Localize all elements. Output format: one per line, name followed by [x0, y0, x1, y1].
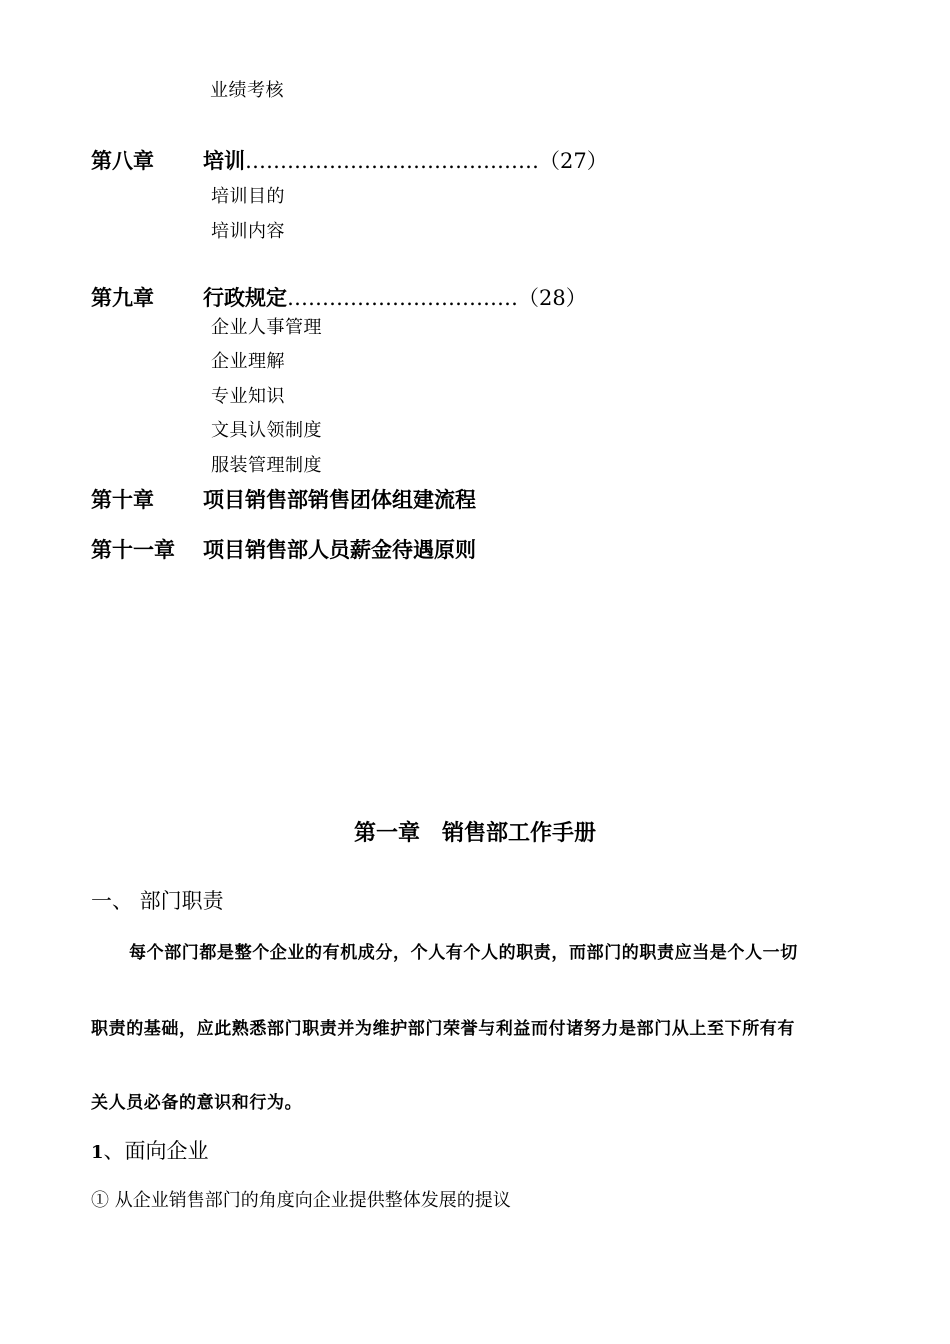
toc-page-number: （27） [539, 149, 608, 173]
toc-entry-training [203, 145, 608, 175]
subsection-number: 1 [91, 1142, 104, 1163]
toc-page-number: （28） [518, 286, 587, 310]
chapter-title: 第一章 销售部工作手册 [353, 820, 596, 846]
toc-subitem: 培训内容 [211, 221, 285, 242]
subsection-title: 、面向企业 [103, 1139, 209, 1163]
toc-chapter-label: 第十一章 [91, 537, 175, 562]
toc-chapter-label: 第八章 [91, 148, 154, 173]
toc-subitem: 服装管理制度 [211, 455, 322, 476]
toc-leader-dots: …………………………………… [245, 149, 539, 173]
toc-subitem: 业绩考核 [210, 80, 284, 101]
toc-subitem: 企业理解 [211, 351, 285, 372]
paragraph-line: 每个部门都是整个企业的有机成分，个人有个人的职责，而部门的职责应当是个人一切 [129, 943, 798, 963]
toc-subitem: 企业人事管理 [211, 317, 322, 338]
toc-entry-title: 项目销售部销售团体组建流程 [203, 487, 476, 512]
toc-chapter-label: 第十章 [91, 487, 154, 512]
toc-subitem: 文具认领制度 [211, 420, 322, 441]
toc-leader-dots: …………………………… [287, 286, 518, 310]
toc-chapter-label: 第九章 [91, 285, 154, 310]
subsection-heading [91, 1135, 209, 1165]
toc-subitem: 培训目的 [211, 186, 285, 207]
toc-entry-title: 项目销售部人员薪金待遇原则 [203, 537, 476, 562]
toc-entry-title: 行政规定 [203, 285, 287, 310]
toc-entry-title: 培训 [203, 148, 245, 173]
paragraph-line: 关人员必备的意识和行为。 [91, 1093, 303, 1113]
toc-subitem: 专业知识 [211, 386, 285, 407]
section-heading: 一、 部门职责 [91, 889, 224, 913]
list-item: ① 从企业销售部门的角度向企业提供整体发展的提议 [91, 1190, 511, 1211]
paragraph-line: 职责的基础，应此熟悉部门职责并为维护部门荣誉与利益而付诸努力是部门从上至下所有有 [91, 1019, 795, 1039]
toc-entry-admin-rules [203, 282, 587, 312]
